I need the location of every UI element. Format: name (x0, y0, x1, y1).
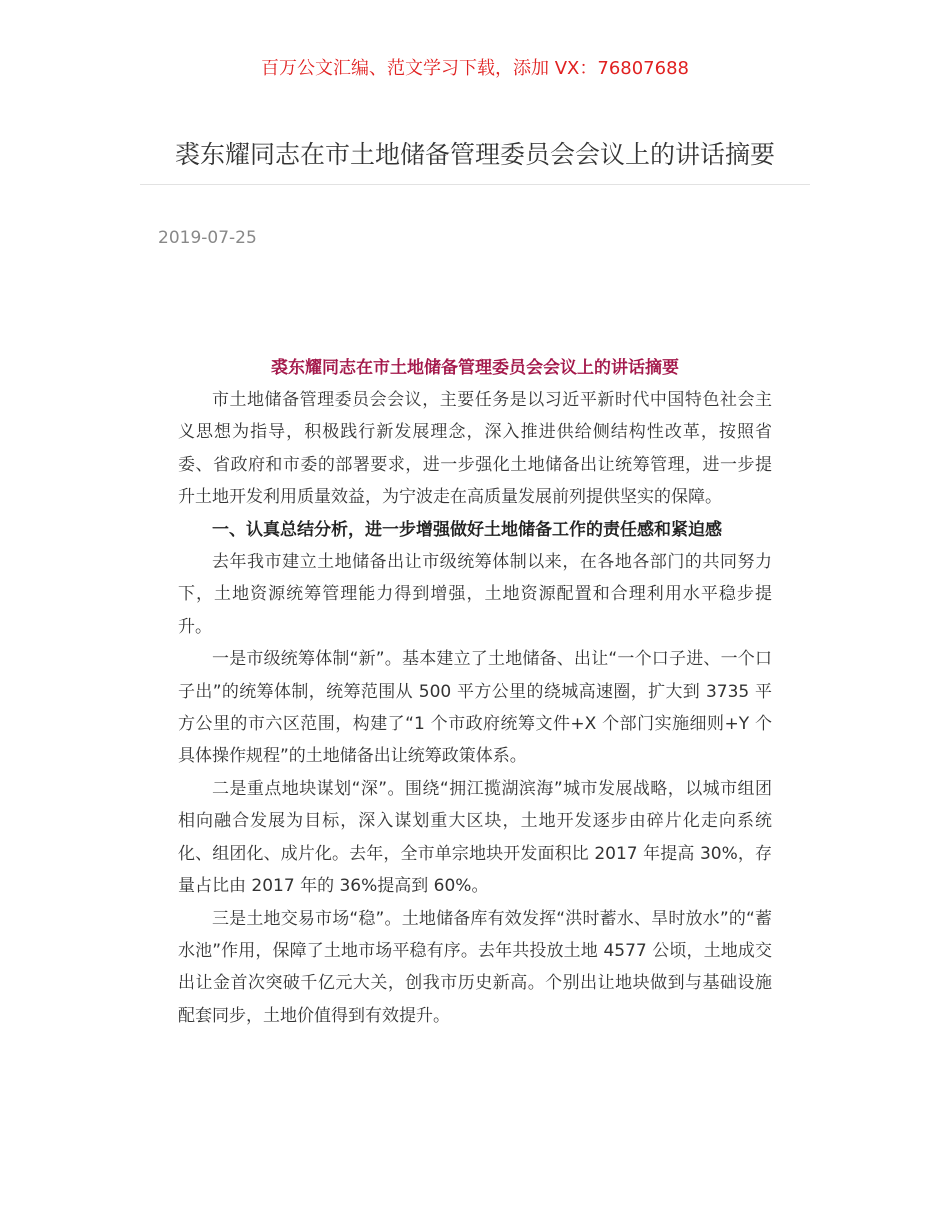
page-title: 裘东耀同志在市土地储备管理委员会会议上的讲话摘要 (174, 140, 775, 169)
title-divider (140, 184, 810, 185)
paragraph: 二是重点地块谋划“深”。围绕“拥江揽湖滨海”城市发展战略，以城市组团相向融合发展为目标，深入谋划重大区块，土地开发逐步由碎片化走向系统化、组团化、成片化。去年，全市单宗地块开发面积比 2017 年提高 30%，存量占比由 2017 年的 36%提高到 60%。 (178, 778, 772, 897)
publish-date: 2019-07-25 (158, 228, 257, 248)
paragraph: 去年我市建立土地储备出让市级统筹体制以来，在各地各部门的共同努力下，土地资源统筹管理能力得到增强，土地资源配置和合理利用水平稳步提升。 (178, 552, 772, 637)
section-heading: 一、认真总结分析，进一步增强做好土地储备工作的责任感和紧迫感 (212, 519, 722, 540)
paragraph: 三是土地交易市场“稳”。土地储备库有效发挥“洪时蓄水、旱时放水”的“蓄水池”作用，保障了土地市场平稳有序。去年共投放土地 4577 公顷，土地成交出让金首次突破千亿元大关，创我市历史新高。个别出让地块做到与基础设施配套同步，土地价值得到有效提升。 (178, 908, 772, 1026)
article-body (178, 352, 772, 1032)
paragraph: 一是市级统筹体制“新”。基本建立了土地储备、出让“一个口子进、一个口子出”的统筹体制，统筹范围从 500 平方公里的绕城高速圈，扩大到 3735 平方公里的市六区范围，构建了“1 个市政府统筹文件+X 个部门实施细则+Y 个具体操作规程”的土地储备出让统筹政策体系。 (178, 649, 772, 767)
intro-paragraph: 市土地储备管理委员会会议，主要任务是以习近平新时代中国特色社会主义思想为指导，积极践行新发展理念，深入推进供给侧结构性改革，按照省委、省政府和市委的部署要求，进一步强化土地储备出让统筹管理，进一步提升土地开发利用质量效益，为宁波走在高质量发展前列提供坚实的保障。 (178, 390, 772, 508)
article-heading: 裘东耀同志在市土地储备管理委员会会议上的讲话摘要 (271, 358, 679, 378)
header-banner: 百万公文汇编、范文学习下载，添加 VX：76807688 (261, 58, 689, 79)
